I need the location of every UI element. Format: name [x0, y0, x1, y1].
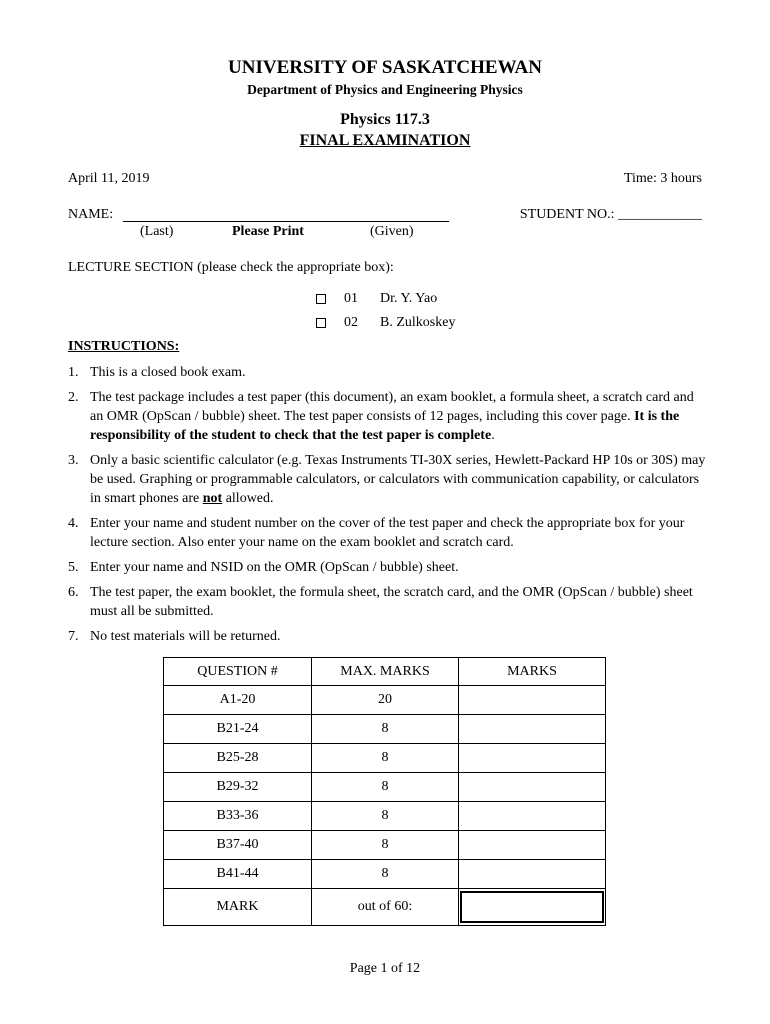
marks-cell[interactable]: [459, 831, 606, 860]
section-option-02[interactable]: [316, 315, 455, 331]
name-label: NAME:: [68, 207, 114, 222]
last-name-hint: (Last): [140, 224, 174, 239]
instruction-item: 4. Enter your name and student number on the cover of the test paper and check the appropriate box for your lecture section. Also enter your name on the exam booklet and scratch card.: [68, 516, 685, 550]
section-option-01[interactable]: [316, 291, 437, 307]
instructions-heading: INSTRUCTIONS:: [68, 339, 180, 354]
table-row: B41-44 8: [164, 860, 606, 889]
column-header: MARKS: [459, 658, 606, 686]
checkbox[interactable]: [316, 318, 326, 328]
total-mark-cell[interactable]: [459, 889, 606, 926]
lecture-section-label: LECTURE SECTION (please check the appropriate box):: [68, 260, 394, 275]
student-number-field[interactable]: STUDENT NO.: ____________: [519, 207, 702, 222]
checkbox[interactable]: [316, 294, 326, 304]
marks-cell[interactable]: [459, 860, 606, 889]
department-name: Department of Physics and Engineering Physics: [247, 82, 523, 97]
column-header: MAX. MARKS: [312, 658, 459, 686]
name-field[interactable]: [123, 221, 449, 222]
exam-title: FINAL EXAMINATION: [299, 132, 471, 149]
column-header: QUESTION #: [164, 658, 312, 686]
section-number: 01: [344, 291, 358, 306]
marks-cell[interactable]: [459, 744, 606, 773]
table-row: B21-24 8: [164, 715, 606, 744]
marks-cell[interactable]: [459, 802, 606, 831]
please-print-hint: Please Print: [232, 224, 304, 239]
instruction-item: 6. The test paper, the exam booklet, the formula sheet, the scratch card, and the OMR (OpScan / bubble) sheet must all be submitted.: [68, 585, 693, 619]
table-row: B37-40 8: [164, 831, 606, 860]
total-row: [164, 889, 606, 926]
total-mark-box[interactable]: [460, 891, 604, 923]
table-row: B25-28 8: [164, 744, 606, 773]
total-max: out of 60:: [312, 889, 459, 926]
table-row: B33-36 8: [164, 802, 606, 831]
section-instructor: B. Zulkoskey: [380, 315, 456, 330]
instruction-item: 1. This is a closed book exam.: [68, 365, 246, 380]
section-instructor: Dr. Y. Yao: [380, 291, 438, 306]
total-label: MARK: [164, 889, 312, 926]
instruction-item: 5. Enter your name and NSID on the OMR (OpScan / bubble) sheet.: [68, 560, 459, 575]
given-name-hint: (Given): [370, 224, 414, 239]
page-number: Page 1 of 12: [349, 961, 421, 976]
marks-cell[interactable]: [459, 686, 606, 715]
table-header-row: [164, 658, 606, 686]
instruction-item: 2. The test package includes a test paper (this document), an exam booklet, a formula sheet, a scratch card and an OMR (OpScan / bubble) sheet. The test paper consists of 12 pages, including this cover page. It is the responsibility of the student to check that the test paper is complete.: [68, 390, 694, 443]
exam-duration: Time: 3 hours: [623, 171, 702, 186]
instruction-item: 3. Only a basic scientific calculator (e.g. Texas Instruments TI-30X series, Hewlett-Packard HP 10s or 30S) may be used. Graphing or programmable calculators, or calculators with communication capability, or calculators in smart phones are not allowed.: [68, 453, 706, 506]
university-title: UNIVERSITY OF SASKATCHEWAN: [228, 57, 542, 78]
instructions-list: [68, 363, 708, 652]
instruction-item: 7. No test materials will be returned.: [68, 629, 281, 644]
course-code: Physics 117.3: [340, 111, 430, 128]
table-row: A1-20 20: [164, 686, 606, 715]
table-row: B29-32 8: [164, 773, 606, 802]
exam-date: April 11, 2019: [68, 171, 150, 186]
marks-table: [163, 657, 606, 926]
section-number: 02: [344, 315, 358, 330]
marks-cell[interactable]: [459, 715, 606, 744]
marks-cell[interactable]: [459, 773, 606, 802]
